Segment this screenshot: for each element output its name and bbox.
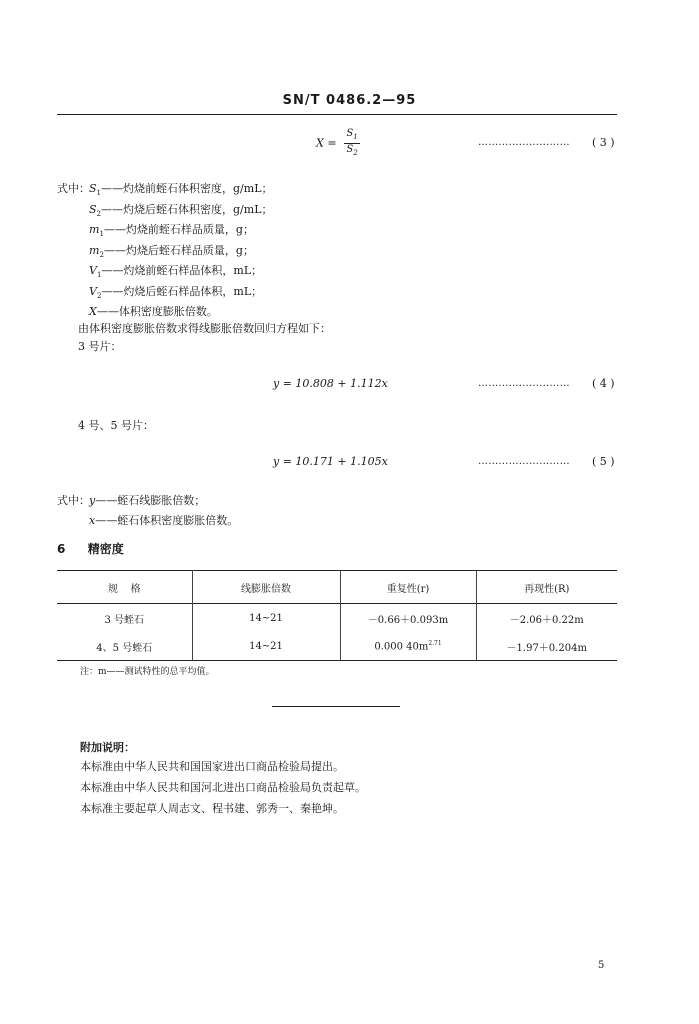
equation-3-number: ( 3 ): [592, 136, 615, 149]
def-item: y——蛭石线膨胀倍数；: [89, 494, 206, 507]
cell: －1.97＋0.204m: [476, 632, 617, 661]
page-number: 5: [598, 960, 605, 971]
col-reproducibility: 再现性(R): [476, 571, 617, 604]
cell: 14~21: [192, 604, 340, 633]
table-header-row: [57, 571, 617, 604]
cell: 4、5 号蛭石: [96, 642, 153, 654]
equation-4-number: ( 4 ): [592, 377, 615, 390]
frac-denominator-sub: 2: [353, 149, 358, 157]
def-item: x——蛭石体积密度膨胀倍数。: [89, 514, 239, 527]
defs1-intro: 式中：: [57, 182, 90, 195]
equation-5-number: ( 5 ): [592, 455, 615, 468]
defs2-list: [89, 492, 238, 532]
equation-4: y = 10.808 + 1.112x: [273, 377, 388, 390]
cell: －2.06＋0.22m: [476, 604, 617, 633]
cell: 3 号蛭石: [104, 614, 145, 626]
equation-3-leader: ………………………: [478, 137, 570, 148]
section-title: 精密度: [87, 542, 124, 556]
def-item: $V_1——$灼烧前蛭石样品体积，mL；: [89, 264, 263, 280]
regression-intro: 由体积密度膨胀倍数求得线膨胀倍数回归方程如下：: [78, 322, 331, 335]
frac-numerator: S: [346, 128, 354, 139]
def-item: $S_2——$灼烧后蛭石体积密度，g/mL；: [89, 202, 273, 218]
defs1-list: [89, 180, 273, 324]
section-number: 6: [57, 542, 66, 556]
def-item: $m_2——$灼烧后蛭石样品质量，g；: [89, 243, 254, 259]
def-item: X——体积密度膨胀倍数。: [89, 305, 218, 318]
end-rule: [272, 706, 400, 707]
document-code: SN/T 0486.2—95: [282, 93, 417, 108]
table-row: [57, 632, 617, 661]
defs2-intro: 式中：: [57, 494, 90, 507]
equation-3: [316, 128, 360, 159]
table-row: [57, 604, 617, 633]
def-item: $m_1——$灼烧前蛭石样品质量，g；: [89, 223, 254, 239]
cell: 0.000 $40m^{2.71}$: [340, 632, 476, 661]
def-item: $S_1——$灼烧前蛭石体积密度，g/mL；: [89, 182, 273, 198]
header-rule: [57, 114, 617, 115]
col-linear-expansion: 线膨胀倍数: [192, 571, 340, 604]
equation-3-fraction: [344, 128, 360, 159]
additional-line: 本标准由中华人民共和国河北进出口商品检验局负责起草。: [80, 781, 366, 794]
equation-5-leader: ………………………: [478, 456, 570, 467]
label-3: 3 号片：: [78, 340, 122, 353]
frac-numerator-sub: 1: [353, 133, 358, 141]
cell: －0.66＋0.093m: [340, 604, 476, 633]
additional-title: 附加说明：: [80, 741, 135, 754]
equation-3-lhs: X =: [316, 136, 337, 150]
precision-table: [57, 570, 617, 661]
frac-denominator: S: [346, 144, 354, 155]
section-6-heading: [57, 540, 124, 557]
equation-4-leader: ………………………: [478, 378, 570, 389]
exponent: 2.71: [428, 639, 442, 647]
additional-line: 本标准由中华人民共和国国家进出口商品检验局提出。: [80, 760, 344, 773]
additional-line: 本标准主要起草人周志文、程书建、郭秀一、秦艳坤。: [80, 802, 344, 815]
def-item: $V_2——$灼烧后蛭石样品体积，mL；: [89, 284, 263, 300]
cell: 14~21: [192, 632, 340, 661]
table-note: 注：m——测试特性的总平均值。: [80, 667, 215, 677]
col-spec: 规 格: [107, 583, 141, 595]
col-repeatability: 重复性(r): [340, 571, 476, 604]
label-45: 4 号、5 号片：: [78, 419, 154, 432]
additional-lines: [80, 758, 366, 821]
equation-5: y = 10.171 + 1.105x: [273, 455, 388, 468]
